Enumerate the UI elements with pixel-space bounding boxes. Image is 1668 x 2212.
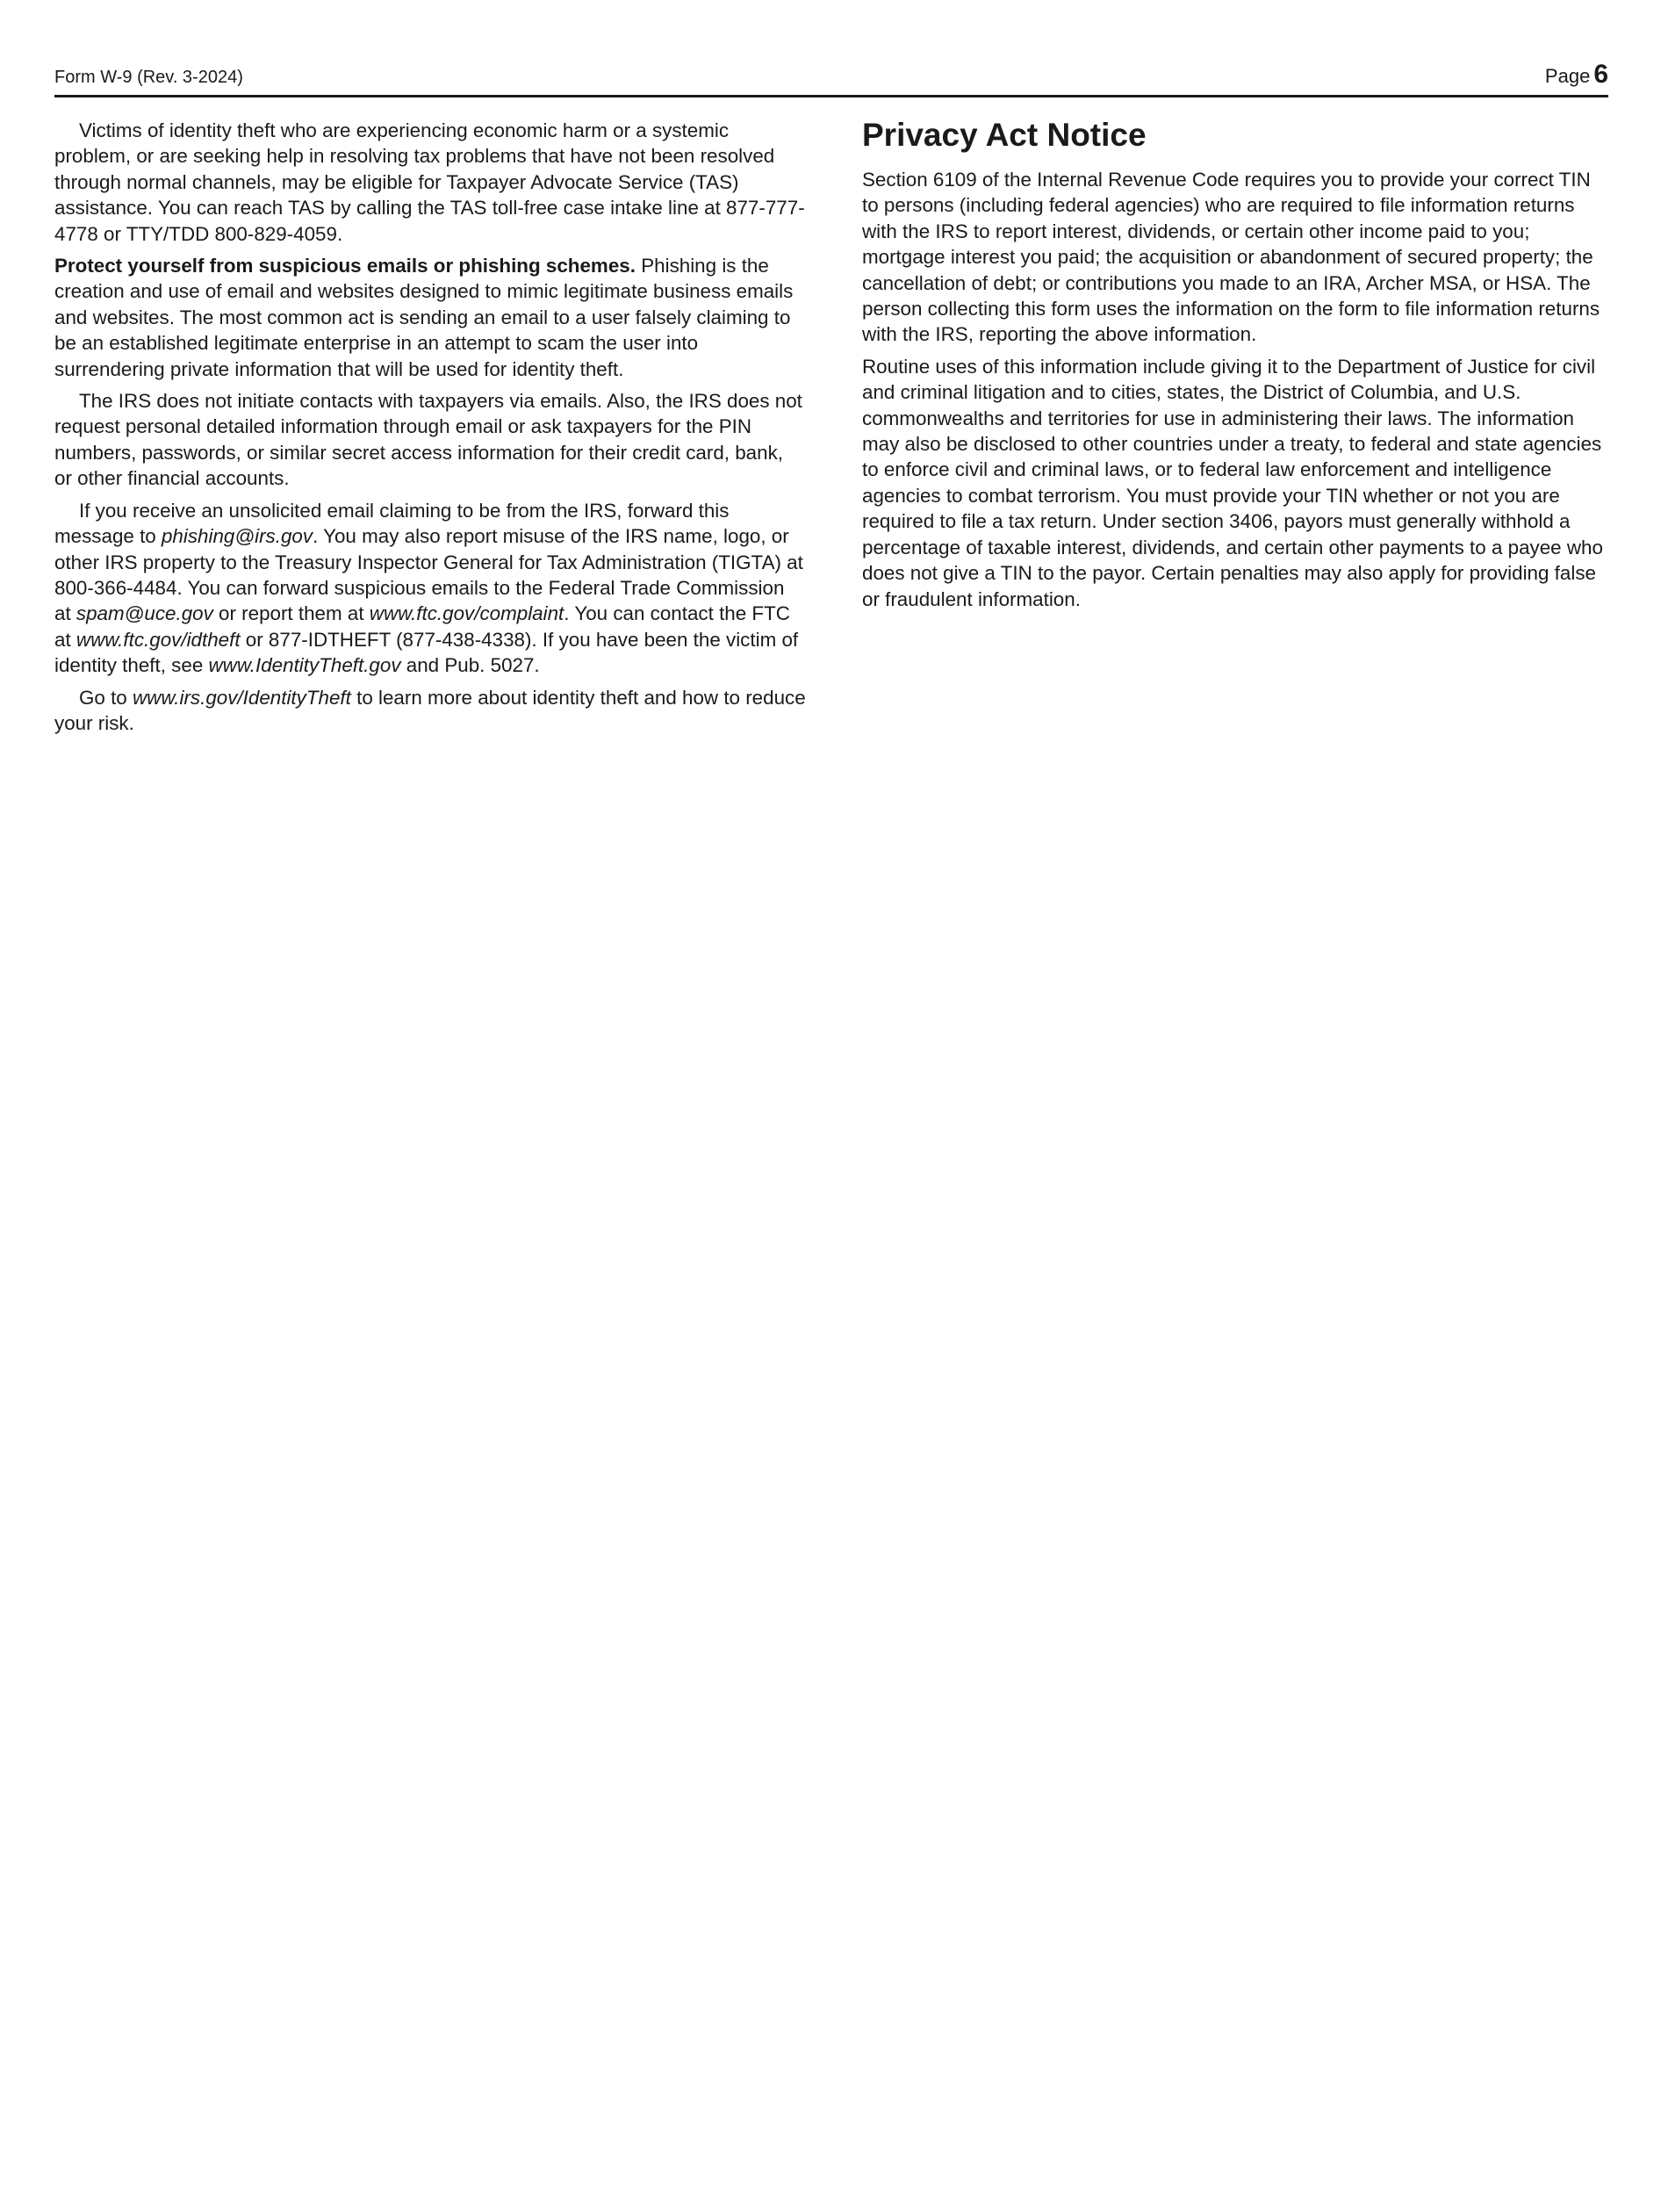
phishing-body: Phishing is the creation and use of email and websites designed to mimic legitimate business emails and websites. The most common act is sending an email to a user falsely claiming to be an established legitimate enterprise in an attempt to scam the user into surrendering private information that will be used for identity theft.: [54, 255, 794, 380]
learn-more-paragraph: [54, 685, 806, 737]
learn-text-2: to learn more about identity theft and how to reduce your risk.: [54, 686, 806, 734]
report-text-3: or report them at: [212, 602, 370, 625]
ftc-complaint-link: www.ftc.gov/complaint: [369, 602, 564, 625]
identitytheft-gov-link: www.IdentityTheft.gov: [208, 654, 401, 677]
phishing-paragraph: [54, 253, 806, 382]
page-number-block: [1545, 60, 1608, 90]
spam-email-link: spam@uce.gov: [75, 602, 213, 625]
page-number: 6: [1593, 60, 1608, 89]
right-column: [862, 118, 1608, 618]
report-paragraph: [54, 498, 806, 679]
privacy-paragraph-1: Section 6109 of the Internal Revenue Code requires you to provide your correct TIN to persons (including federal agencies) who are required to file information returns with the IRS to report interest, dividends, or certain other income paid to you; mortgage interest you paid; the acquisition or abandonment of secured property; the cancellation of debt; or contributions you made to an IRA, Archer MSA, or HSA. The person collecting this form uses the information on the form to file information returns with the IRS, reporting the above information.: [862, 169, 1600, 346]
form-identifier: Form W-9 (Rev. 3-2024): [54, 68, 243, 87]
page-label: Page: [1544, 65, 1591, 87]
page-header: [54, 54, 1608, 97]
learn-text-1: Go to: [79, 686, 133, 709]
report-text-1: If you receive an unsolicited email claiming to be from the IRS, forward this message to: [54, 499, 730, 548]
irs-contact-paragraph: The IRS does not initiate contacts with taxpayers via emails. Also, the IRS does not request personal detailed information through email or ask taxpayers for the PIN numbers, passwords, or similar secret access information for their credit card, bank, or other financial accounts.: [54, 390, 802, 490]
report-text-5: or 877-IDTHEFT (877-438-4338). If you have been the victim of identity theft, see: [54, 628, 799, 677]
phishing-lead: Protect yourself from suspicious emails or phishing schemes.: [54, 255, 636, 277]
report-text-4: . You can contact the FTC at: [54, 602, 790, 651]
phishing-email-link: phishing@irs.gov: [161, 525, 313, 548]
report-text-6: and Pub. 5027.: [400, 654, 540, 677]
privacy-paragraph-2: Routine uses of this information include giving it to the Department of Justice for civil and criminal litigation and to cities, states, the District of Columbia, and U.S. commonwealths and territories for use in administering their laws. The information may also be disclosed to other countries under a treaty, to federal and state agencies to enforce civil and criminal laws, or to federal law enforcement and intelligence agencies to combat terrorism. You must provide your TIN whether or not you are required to file a tax return. Under section 3406, payors must generally withhold a percentage of taxable interest, dividends, and certain other payments to a payee who does not give a TIN to the payor. Certain penalties may also apply for providing false or fraudulent information.: [862, 355, 1603, 610]
tas-paragraph: Victims of identity theft who are experiencing economic harm or a systemic problem, or are seeking help in resolving tax problems that have not been resolved through normal channels, may be eligible for Taxpayer Advocate Service (TAS) assistance. You can reach TAS by calling the TAS toll-free case intake line at 877-777-4778 or TTY/TDD 800-829-4059.: [54, 119, 805, 245]
irs-identitytheft-link: www.irs.gov/IdentityTheft: [132, 686, 351, 709]
left-column: [54, 118, 806, 742]
privacy-act-heading: Privacy Act Notice: [862, 117, 1147, 153]
ftc-idtheft-link: www.ftc.gov/idtheft: [75, 628, 241, 651]
report-text-2: . You may also report misuse of the IRS name, logo, or other IRS property to the Treasury Inspector General for Tax Administration (TIGTA) at 800-366-4484. You can forward suspicious emails to the Federal Trade Commission at: [54, 525, 803, 625]
